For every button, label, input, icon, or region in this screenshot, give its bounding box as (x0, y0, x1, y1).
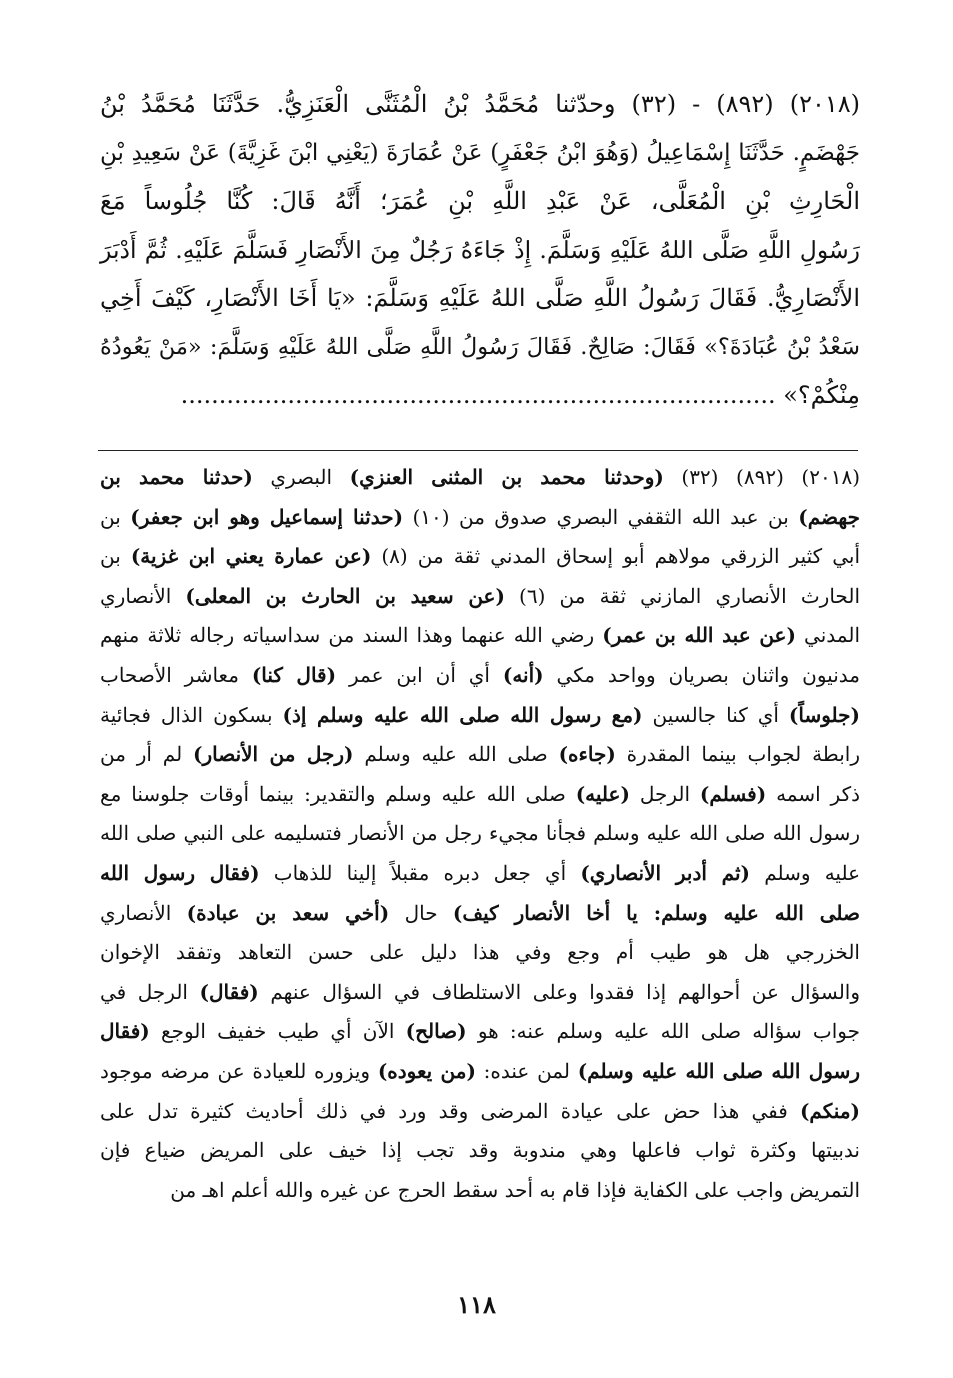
quoted-text-segment: (جاءه) (558, 742, 616, 767)
quoted-text-segment: (عن عمارة يعني ابن غزية) (130, 544, 372, 569)
commentary-text-segment: أي أن ابن عمر (336, 662, 503, 687)
quoted-text-segment: (فسلم) (699, 781, 767, 806)
commentary-text-segment: الأنصاري (100, 900, 187, 925)
commentary-text-segment: بن (100, 504, 131, 529)
quoted-text-segment: (حدثنا إسماعيل وهو ابن جعفر) (130, 504, 404, 529)
commentary-line (100, 616, 860, 656)
commentary-text-segment: التمريض واجب على الكفاية فإذا قام به أحد سقط الحرج عن غيره والله أعلم اهـ من (170, 1177, 860, 1202)
commentary-line (100, 1012, 860, 1052)
quoted-text-segment: (وحدثنا محمد بن المثنى العنزي) (349, 465, 664, 489)
commentary-line (100, 656, 860, 696)
commentary-line (100, 814, 860, 854)
commentary-text-segment: عليه وسلم (750, 860, 861, 885)
commentary-text-segment: ففي هذا حض على عيادة المرضى وقد ورد في ذلك أحاديث كثيرة تدل على (100, 1098, 800, 1123)
separator-rule (98, 450, 858, 451)
commentary-text-segment: صلى الله عليه وسلم (353, 742, 559, 767)
quoted-text-segment: (مع رسول الله صلى الله عليه وسلم إذ) (282, 702, 643, 727)
commentary-text-segment: ندبيتها وكثرة ثواب فاعلها وهي مندوبة وقد تجب إذا خيف على المريض ضياع فإن (100, 1138, 860, 1163)
commentary-text-segment: حال (389, 900, 453, 925)
commentary-text-segment: ذكر اسمه (766, 781, 861, 806)
quoted-text-segment: (من يعوده) (377, 1058, 476, 1083)
quoted-text-segment: (جلوساً) (788, 702, 860, 727)
quoted-text-segment: (عن عبد الله بن عمر) (602, 623, 796, 648)
commentary-text-segment: الأنصاري (100, 583, 186, 608)
quoted-text-segment: (فقال) (199, 979, 259, 1004)
commentary-line (100, 1092, 860, 1132)
commentary-text-segment: المدني (795, 623, 861, 648)
quoted-text-segment: (قال كنا) (251, 662, 337, 687)
quoted-text-segment: رسول الله صلى الله عليه وسلم) (577, 1058, 860, 1083)
commentary-line (100, 973, 860, 1013)
hadith-line: الأَنْصَارِيُّ. فَقَالَ رَسُولُ اللَّهِ صَلَّى اللهُ عَلَيْهِ وَسَلَّمَ: «يَا أَخَا الأَنْصَارِ، كَيْفَ أَخِي (100, 284, 860, 312)
commentary-line (100, 1052, 860, 1092)
hadith-line: جَهْضَمٍ. حَدَّثَنَا إِسْمَاعِيلُ (وَهُوَ ابْنُ جَعْفَرٍ) عَنْ عُمَارَةَ (يَعْنِي ابْنَ غَزِيَّةَ) عَنْ سَعِيدِ بْنِ (100, 139, 860, 166)
commentary-line (100, 577, 860, 617)
quoted-text-segment: (منكم) (799, 1098, 860, 1123)
commentary-text-segment: الرجل (629, 781, 700, 806)
quoted-text-segment: (صالح) (405, 1019, 467, 1044)
quoted-text-segment: (فقال رسول الله (100, 860, 260, 885)
quoted-text-segment: (عن سعيد بن الحارث بن المعلى) (185, 583, 505, 608)
quoted-text-segment: (رجل من الأنصار) (193, 742, 354, 767)
commentary-text-segment: أبي كثير الزرقي مولاهم أبو إسحاق المدني ثقة من (٨) (371, 544, 861, 569)
quoted-text-segment: جهضم) (798, 504, 860, 529)
quoted-text-segment: (ثم أدبر الأنصاري) (580, 860, 751, 885)
commentary-text-segment: ويزوره للعيادة عن مرضه موجود (100, 1058, 378, 1083)
commentary-text (100, 458, 860, 1210)
commentary-line (100, 498, 860, 538)
commentary-text-segment: أي جعل دبره مقبلاً إلينا للذهاب (259, 860, 581, 885)
commentary-line (100, 696, 860, 736)
quoted-text-segment: صلى الله عليه وسلم: يا أخا الأنصار كيف) (452, 900, 861, 925)
quoted-text-segment: (أنه) (502, 662, 544, 687)
commentary-text-segment: أي كنا جالسين (642, 702, 789, 727)
commentary-line (100, 933, 860, 973)
commentary-text-segment: والسؤال عن أحوالهم إذا فقدوا وعلى الاستلطاف في السؤال عنهم (258, 979, 860, 1004)
commentary-text-segment: البصري (252, 465, 350, 489)
commentary-text-segment: الخزرجي هل هو طيب أم وجع وفي هذا دليل على حسن التعاهد وتفقد الإخوان (100, 940, 860, 965)
commentary-line (100, 735, 860, 775)
commentary-text-segment: بسكون الذال فجائية (100, 702, 283, 727)
commentary-line (100, 1171, 860, 1211)
commentary-text-segment: الحارث الأنصاري المازني ثقة من (٦) (504, 583, 860, 608)
commentary-text-segment: لمن عنده: (475, 1058, 578, 1083)
quoted-text-segment: (حدثنا محمد بن (100, 465, 253, 489)
commentary-line (100, 537, 860, 577)
quoted-text-segment: (فقال (100, 1019, 150, 1044)
commentary-text-segment: رضي الله عنهما وهذا السند من سداسياته رجاله ثلاثة منهم (100, 623, 603, 648)
commentary-text-segment: بن عبد الله الثقفي البصري صدوق من (١٠) (403, 504, 799, 529)
commentary-line (100, 775, 860, 815)
commentary-text-segment: الرجل في (100, 979, 200, 1004)
commentary-text-segment: لم أر من (100, 742, 194, 767)
commentary-line (100, 458, 860, 498)
page-number: ١١٨ (457, 1290, 496, 1319)
commentary-text-segment: مدنيون واثنان بصريان وواحد مكي (543, 662, 860, 687)
commentary-text-segment: الآن أي طيب خفيف الوجع (149, 1019, 406, 1044)
commentary-line (100, 854, 860, 894)
quoted-text-segment: (عليه) (575, 781, 630, 806)
commentary-line (100, 1131, 860, 1171)
hadith-line: (٢٠١٨) (٨٩٢) - (٣٢) وحدّثنا مُحَمَّدُ بْنُ الْمُثَنَّى الْعَنَزِيُّ. حَدَّثَنَا مُحَمَّدُ بْنُ (100, 90, 860, 118)
commentary-text-segment: (٢٠١٨) (٨٩٢) (٣٢) (663, 465, 860, 489)
commentary-text-segment: رابطة لجواب بينما المقدرة (615, 742, 860, 767)
commentary-text-segment: صلى الله عليه وسلم والتقدير: بينما أوقات جلوسنا مع (100, 781, 576, 806)
commentary-text-segment: رسول الله صلى الله عليه وسلم فجأنا مجيء رجل من الأنصار فتسليمه على النبي صلى الله (100, 821, 860, 846)
hadith-line: الْحَارِثِ بْنِ الْمُعَلَّى، عَنْ عَبْدِ اللَّهِ بْنِ عُمَرَ؛ أَنَّهُ قَالَ: كُنَّا جُلُوساً مَعَ (100, 187, 860, 215)
commentary-line (100, 894, 860, 934)
quoted-text-segment: (أخي سعد بن عبادة) (186, 900, 390, 925)
hadith-line: مِنْكُمْ؟» .............................................................................. (180, 381, 860, 409)
commentary-text-segment: معاشر الأصحاب (100, 662, 252, 687)
commentary-text-segment: جواب سؤاله صلى الله عليه وسلم عنه: هو (466, 1019, 861, 1044)
hadith-line: سَعْدُ بْنُ عُبَادَةَ؟» فَقَالَ: صَالِحٌ. فَقَالَ رَسُولُ اللَّهِ صَلَّى اللهُ عَلَيْهِ وَسَلَّمَ: «مَنْ يَعُودُهُ (100, 333, 860, 360)
commentary-text-segment: بن (100, 544, 131, 569)
hadith-text (100, 80, 860, 420)
hadith-line: رَسُولِ اللَّهِ صَلَّى اللهُ عَلَيْهِ وَسَلَّمَ. إِذْ جَاءَهُ رَجُلٌ مِنَ الأَنْصَارِ فَسَلَّمَ عَلَيْهِ. ثُمَّ أَدْبَرَ (100, 235, 860, 264)
